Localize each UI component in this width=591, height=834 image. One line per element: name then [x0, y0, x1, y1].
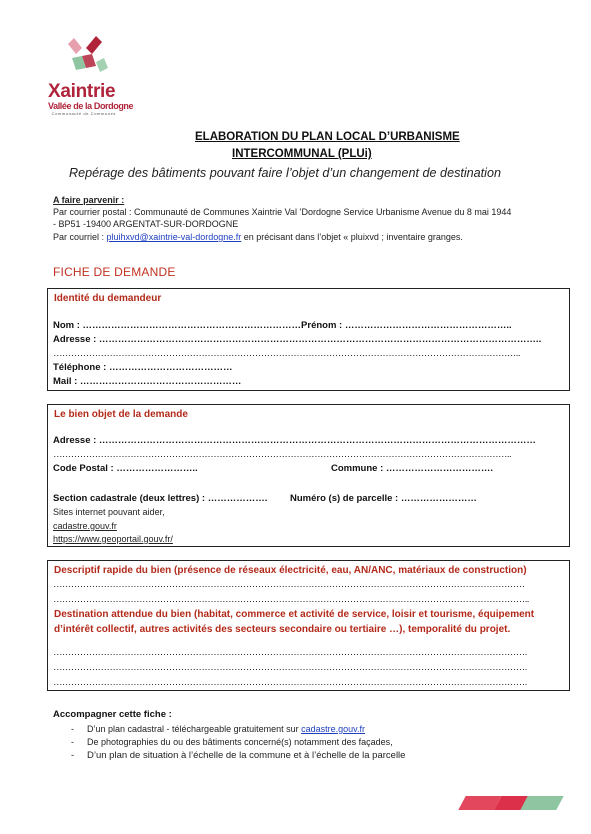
logo-mark-icon	[52, 34, 120, 82]
logo	[48, 34, 134, 128]
page-title-line1: ELABORATION DU PLAN LOCAL D’URBANISME	[195, 131, 460, 143]
property-box	[47, 404, 570, 547]
page-subtitle: Repérage des bâtiments pouvant faire l’objet d’un changement de destination	[69, 166, 501, 180]
sites-label: Sites internet pouvant aider,	[53, 507, 165, 517]
section-cadastrale-field[interactable]: Section cadastrale (deux lettres) : ……………….	[53, 493, 268, 504]
telephone-field[interactable]: Téléphone : …………………………………	[53, 362, 233, 373]
identity-title: Identité du demandeur	[54, 293, 162, 304]
brand-subtitle: Vallée de la Dordogne	[48, 101, 134, 111]
description-line1[interactable]: ……………………………………………………………………………………………………………………………………………	[53, 579, 525, 590]
brand-name: Xaintrie	[48, 81, 116, 102]
postal-address-line1: Par courrier postal : Communauté de Communes Xaintrie Val ’Dordogne Service Urbanisme Avenue du 8 mai 1944	[53, 207, 512, 217]
email-suffix: en précisant dans l’objet « pluixvd ; inventaire granges.	[241, 232, 463, 242]
nom-field[interactable]: Nom : ……………………………………………………………Prénom : ……………………………………………..	[53, 320, 512, 331]
postal-address-line2: - BP51 -19400 ARGENTAT-SUR-DORDOGNE	[53, 219, 239, 229]
mail-field[interactable]: Mail : ……………………………………………	[53, 376, 242, 387]
list-item: - De photographies du ou des bâtiments concerné(s) notamment des façades,	[71, 737, 393, 747]
adresse-field-line2[interactable]: …………………………………………………………………………………………………………………………………………..	[53, 348, 520, 359]
property-title: Le bien objet de la demande	[54, 409, 188, 420]
email-link[interactable]: pluihxvd@xaintrie-val-dordogne.fr	[106, 232, 242, 242]
parcelle-field[interactable]: Numéro (s) de parcelle : ……………………	[290, 493, 477, 504]
attachments-heading: Accompagner cette fiche :	[53, 709, 172, 720]
page-title-line2: INTERCOMMUNAL (PLUi)	[232, 148, 372, 160]
email-line	[53, 232, 463, 244]
contact-heading: A faire parvenir :	[53, 195, 125, 205]
property-adresse-line2[interactable]: ………………………………………………………………………………………………………………………………………..	[53, 449, 511, 460]
description-line2[interactable]: ……………………………………………………………………………………………………………………………………………..	[53, 594, 529, 605]
code-postal-field[interactable]: Code Postal : ……………………..	[53, 463, 198, 474]
adresse-field[interactable]: Adresse : …………………………………………………………………………………………………………………………..	[53, 334, 542, 345]
email-prefix: Par courriel :	[53, 232, 107, 242]
geoportail-link[interactable]: https://www.geoportail.gouv.fr/	[53, 534, 173, 544]
brand-tagline: Communauté de Communes	[51, 111, 116, 116]
commune-field[interactable]: Commune : …………………………….	[331, 463, 494, 474]
form-section-title: FICHE DE DEMANDE	[53, 265, 176, 279]
list-item: - D’un plan de situation à l’échelle de la commune et à l’échelle de la parcelle	[71, 750, 406, 761]
identity-box	[47, 288, 570, 391]
list-item: - D’un plan cadastral - téléchargeable gratuitement sur cadastre.gouv.fr	[71, 724, 365, 734]
cadastre-link[interactable]: cadastre.gouv.fr	[53, 521, 117, 531]
footer-stripe-3	[520, 796, 563, 810]
description-box	[47, 560, 570, 691]
destination-title-line2: d’intérêt collectif, autres activités des secteurs secondaire ou tertiaire …), temporalité du projet.	[54, 624, 511, 635]
destination-line2[interactable]: …………………………………………………………………………………………………………………………………………….	[53, 662, 527, 673]
property-adresse-field[interactable]: Adresse : …………………………………………………………………………………………………………………………	[53, 435, 536, 446]
destination-line3[interactable]: …………………………………………………………………………………………………………………………………………….	[53, 677, 527, 688]
destination-title-line1: Destination attendue du bien (habitat, commerce et activité de service, loisir et tourisme, équipement	[54, 609, 535, 620]
cadastre-link-2[interactable]: cadastre.gouv.fr	[301, 724, 365, 734]
destination-line1[interactable]: …………………………………………………………………………………………………………………………………………….	[53, 647, 527, 658]
description-title: Descriptif rapide du bien (présence de réseaux électricité, eau, AN/ANC, matériaux de construction)	[54, 565, 527, 576]
